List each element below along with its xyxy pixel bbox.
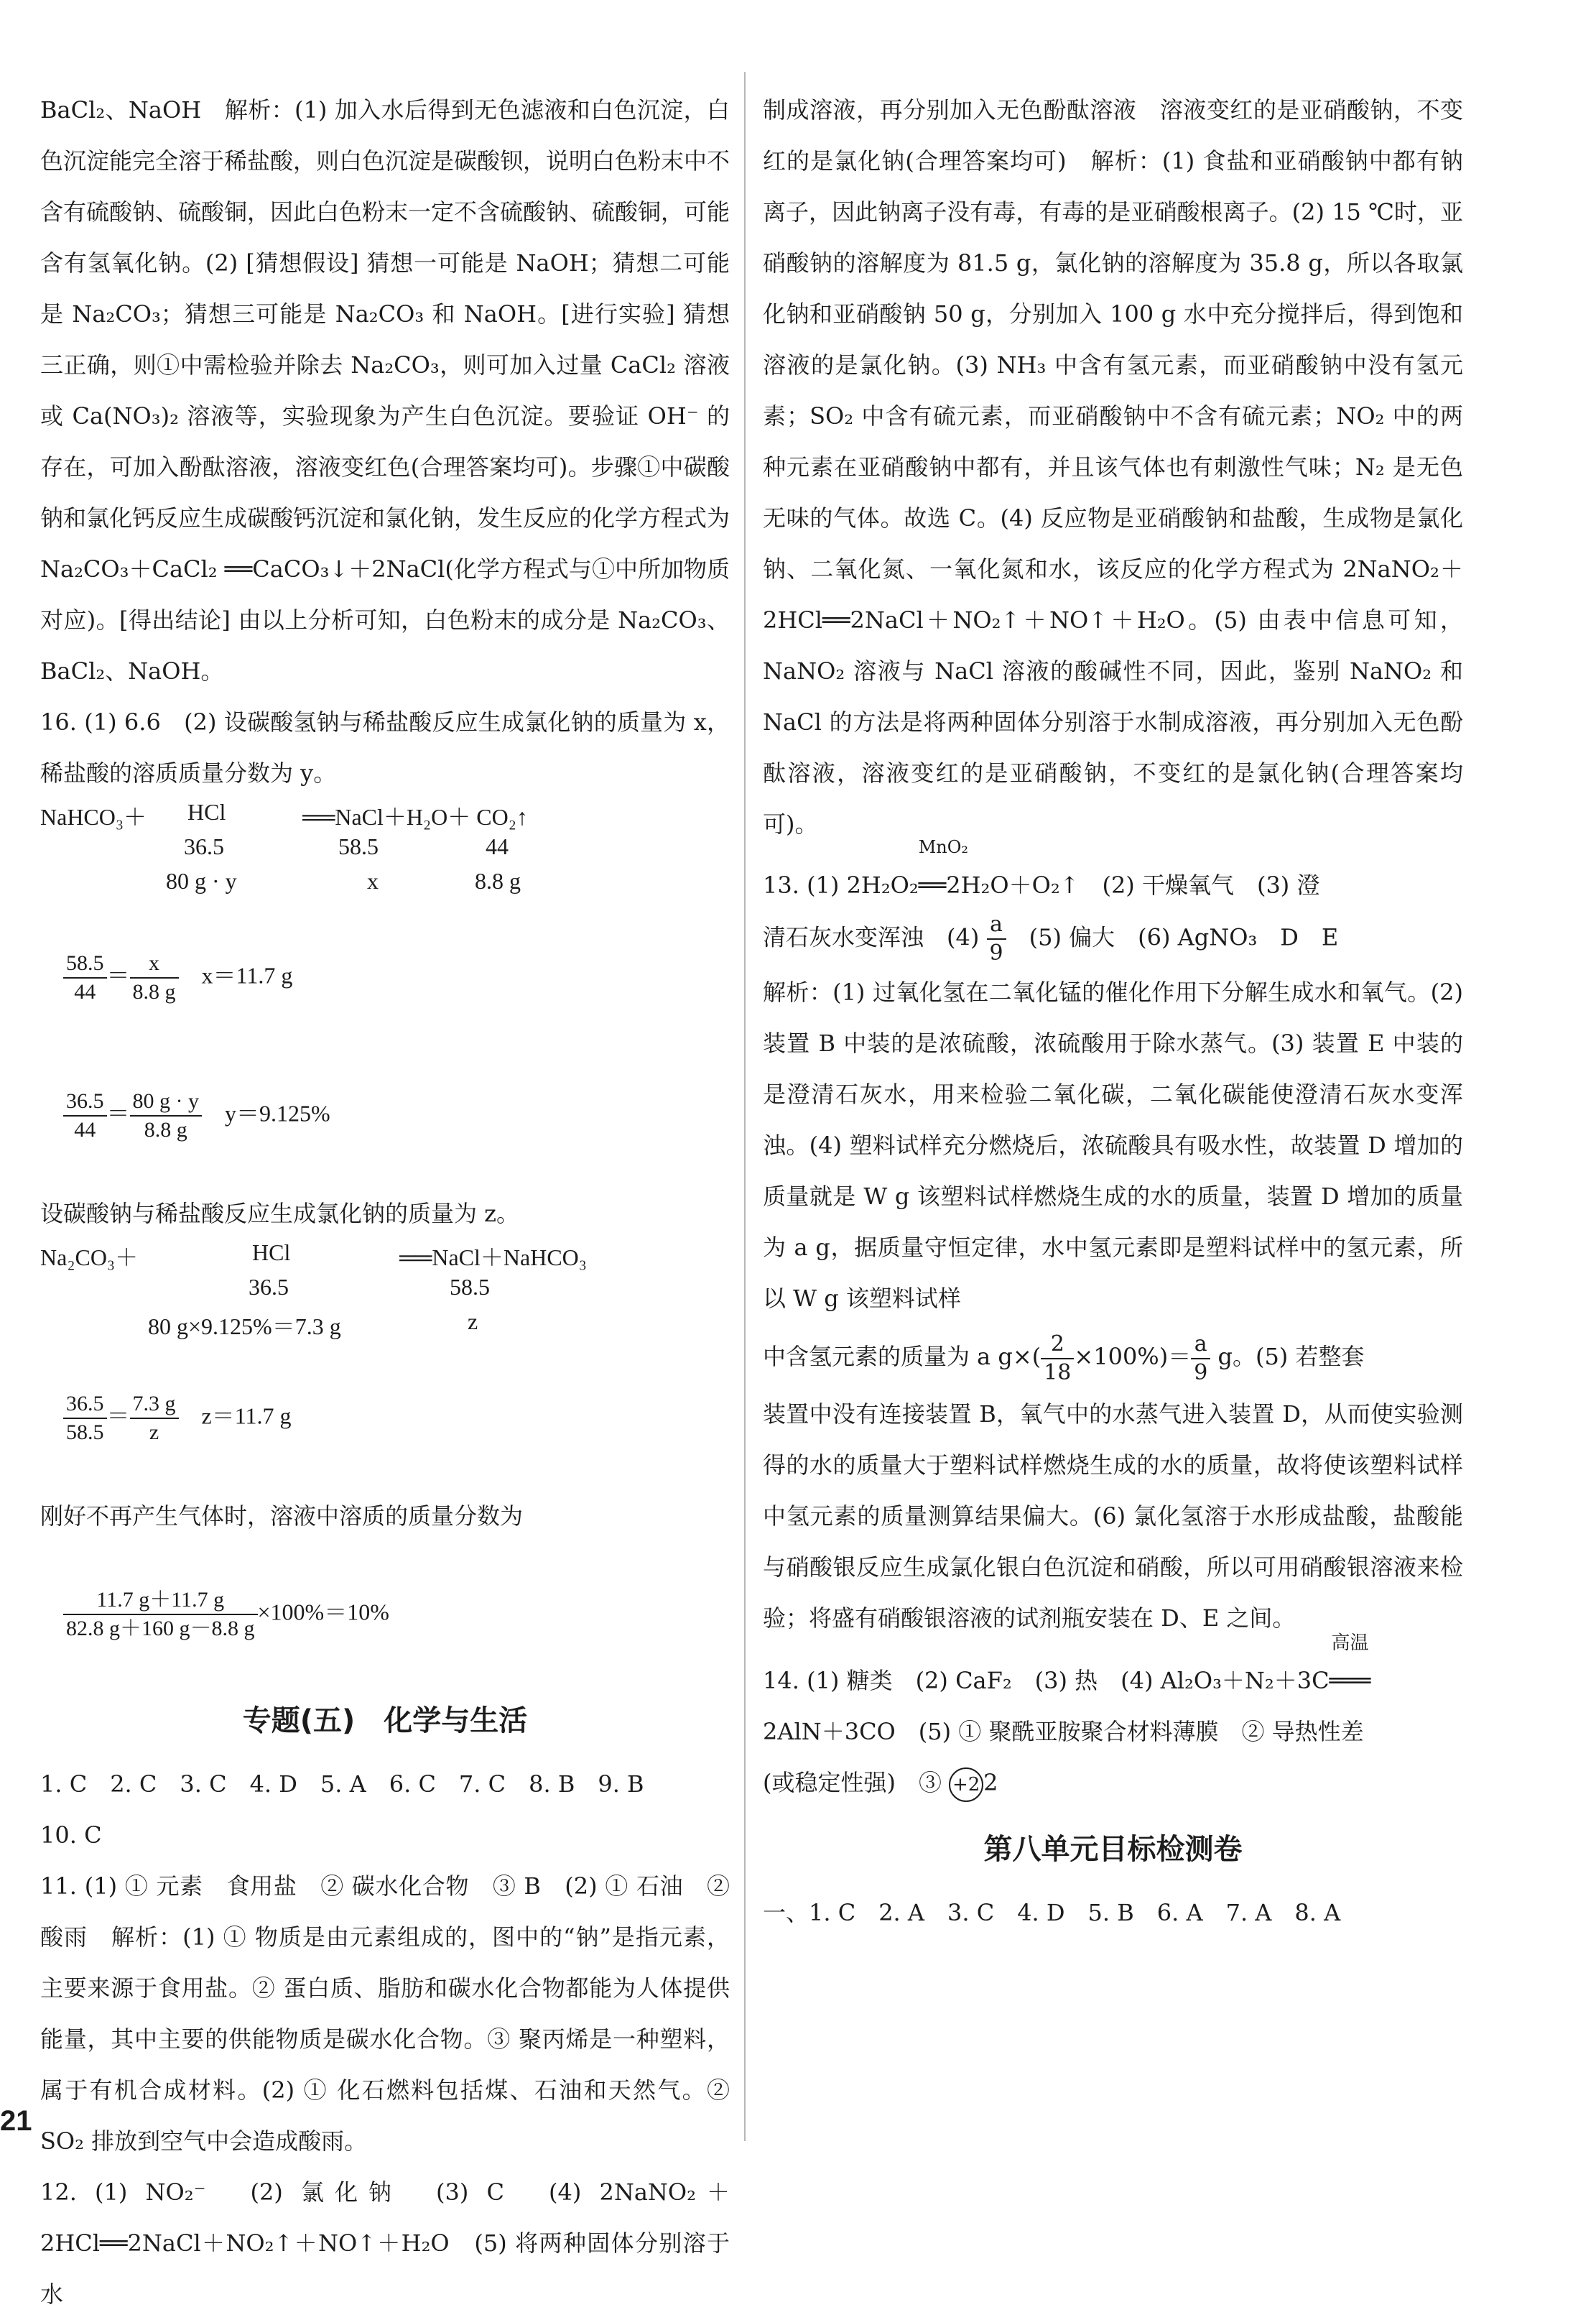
eq1-unknown-hcl: 80 g · y <box>166 868 237 894</box>
proportion-2: $\frac{36.5}{44}$ ＝ $\frac{80 g \cdot y}{8.8 g}$ y＝9.125% <box>40 1050 730 1181</box>
q13-part: 清石灰水变浑浊 (4) <box>763 923 980 951</box>
fraction: $\frac{58.5}{44}$ <box>63 950 107 1006</box>
eq1-products: ══NaCl＋H₂O＋ CO₂↑ <box>302 804 528 830</box>
fraction: $\frac{80 g \cdot y}{8.8 g}$ <box>130 1088 203 1144</box>
q15-answer-analysis: BaCl₂、NaOH 解析：(1) 加入水后得到无色滤液和白色沉淀，白色沉淀能完全溶于稀盐酸，则白色沉淀是碳酸钡，说明白色粉末中不含有硫酸钠、硫酸铜，因此白色粉末一定不含硫酸钠、硫酸铜，可能含有氢氧化钠。(2) [猜想假设] 猜想一可能是 NaOH；猜想二可能是 Na₂CO₃；猜想三可能是 Na₂CO₃ 和 NaOH。[进行实验] 猜想三正确，则①中需检验并除去 Na₂CO₃，则可加入过量 CaCl₂ 溶液或 Ca(NO₃)₂ 溶液等，实验现象为产生白色沉淀。要验证 OH⁻ 的存在，可加入酚酞溶液，溶液变红色(合理答案均可)。步骤①中碳酸钠和氯化钙反应生成碳酸钙沉淀和氯化钠，发生反应的化学方程式为 Na₂CO₃＋CaCl₂ ══CaCO₃↓＋2NaCl(化学方程式与①中所加物质对应)。[得出结论] 由以上分析可知，白色粉末的成分是 Na₂CO₃、BaCl₂、NaOH。 <box>40 96 738 685</box>
q13-part: (5) 偏大 (6) AgNO₃ D E <box>1006 923 1339 951</box>
eq2-unknown-nacl: z <box>468 1308 478 1334</box>
mass-fraction-calc <box>40 1549 730 1680</box>
q16-set-z: 设碳酸钠与稀盐酸反应生成氯化钠的质量为 z。 <box>40 1200 520 1227</box>
left-column <box>40 85 738 2320</box>
mass-text: 中含氢元素的质量为 a g×( <box>763 1343 1041 1370</box>
unit8-answers: 一、1. C 2. A 3. C 4. D 5. B 6. A 7. A 8. A <box>763 1899 1341 1926</box>
fraction: $\frac{36.5}{58.5}$ <box>63 1390 107 1446</box>
q13-answer-line2 <box>763 911 1463 967</box>
q14-answer <box>763 1632 1463 1706</box>
q13-answer <box>763 837 1463 911</box>
fraction: $\frac{36.5}{44}$ <box>63 1088 107 1144</box>
q14-answer-line3 <box>763 1757 1463 1808</box>
equation-na2co3 <box>40 1239 730 1346</box>
eq1-mass-nacl: 58.5 <box>338 833 379 859</box>
q16-final-text: 刚好不再产生气体时，溶液中溶质的质量分数为 <box>40 1502 524 1530</box>
q14-answer-line2: 2AlN＋3CO (5) ① 聚酰亚胺聚合材料薄膜 ② 导热性差 <box>763 1718 1364 1745</box>
valence-tail: 2 <box>983 1769 998 1796</box>
proportion-1: $\frac{58.5}{44}$ ＝ $\frac{x}{8.8 g}$ x＝11.7 g <box>40 912 730 1043</box>
eq2-reactant1: Na₂CO₃＋ <box>40 1244 139 1270</box>
result: x＝11.7 g <box>201 962 293 989</box>
fraction: $\frac{a}{9}$ <box>987 911 1006 967</box>
catalyst-arrow: MnO₂ ══ <box>918 837 969 899</box>
valence-circle: +2 <box>949 1767 983 1802</box>
choice-answers-cont: 10. C <box>40 1821 102 1849</box>
eq1-mass-co2: 44 <box>486 833 509 859</box>
eq2-mass-hcl: 36.5 <box>249 1274 289 1300</box>
section-title-2: 第八单元目标检测卷 <box>983 1833 1243 1866</box>
q13-mass-line <box>763 1324 1463 1389</box>
fraction: $\frac{2}{18}$ <box>1041 1331 1074 1387</box>
choice-answers: 1. C 2. C 3. C 4. D 5. A 6. C 7. C 8. B 9. B <box>40 1770 644 1798</box>
result: z＝11.7 g <box>201 1402 292 1429</box>
q13-part: 2H₂O＋O₂↑ (2) 干燥氧气 (3) 澄 <box>946 872 1320 899</box>
q16-intro: 16. (1) 6.6 (2) 设碳酸氢钠与稀盐酸反应生成氯化钠的质量为 x，稀盐酸的溶质质量分数为 y。 <box>40 708 730 787</box>
eq1-unknown-nacl: x <box>367 868 379 894</box>
result: y＝9.125% <box>225 1100 330 1127</box>
q11-answer: 11. (1) ① 元素 食用盐 ② 碳水化合物 ③ B (2) ① 石油 ② 酸雨 解析：(1) ① 物质是由元素组成的，图中的“钠”是指元素，主要来源于食用盐。② 蛋白质、脂肪和碳水化合物都能为人体提供能量，其中主要的供能物质是碳水化合物。③ 聚丙烯是一种塑料，属于有机合成材料。(2) ① 化石燃料包括煤、石油和天然气。② SO₂ 排放到空气中会造成酸雨。 <box>40 1872 738 2155</box>
eq1-known-co2: 8.8 g <box>475 868 521 894</box>
q12-answer: 12. (1) NO₂⁻ (2) 氯化钠 (3) C (4) 2NaNO₂＋2HCl══2NaCl＋NO₂↑＋NO↑＋H₂O (5) 将两种固体分别溶于水 <box>40 2178 730 2308</box>
catalyst-label: MnO₂ <box>918 837 969 857</box>
q13-part: 13. (1) 2H₂O₂ <box>763 872 919 899</box>
mass-text: ×100%)＝ <box>1074 1343 1192 1370</box>
condition-label: 高温 <box>1331 1632 1369 1654</box>
q12-answer-cont: 制成溶液，再分别加入无色酚酞溶液 溶液变红的是亚硝酸钠，不变红的是氯化钠(合理答案均可) 解析：(1) 食盐和亚硝酸钠中都有钠离子，因此钠离子没有毒，有毒的是亚硝酸根离子。(2) 15 ℃时，亚硝酸钠的溶解度为 81.5 g，氯化钠的溶解度为 35.8 g，所以各取氯化钠和亚硝酸钠 50 g，分别加入 100 g 水中充分搅拌后，得到饱和溶液的是氯化钠。(3) NH₃ 中含有氢元素，而亚硝酸钠中没有氢元素；SO₂ 中含有硫元素，而亚硝酸钠中不含有硫元素；NO₂ 中的两种元素在亚硝酸钠中都有，并且该气体也有刺激性气味；N₂ 是无色无味的气体。故选 C。(4) 反应物是亚硝酸钠和盐酸，生成物是氯化钠、二氧化氮、一氧化氮和水，该反应的化学方程式为 2NaNO₂＋2HCl══2NaCl＋NO₂↑＋NO↑＋H₂O。(5) 由表中信息可知，NaNO₂ 溶液与 NaCl 溶液的酸碱性不同，因此，鉴别 NaNO₂ 和 NaCl 的方法是将两种固体分别溶于水制成溶液，再分别加入无色酚酞溶液，溶液变红的是亚硝酸钠，不变红的是氯化钠(合理答案均可)。 <box>763 96 1471 838</box>
eq2-products: ══NaCl＋NaHCO₃ <box>399 1244 587 1270</box>
q13-analysis: 解析：(1) 过氧化氢在二氧化锰的催化作用下分解生成水和氧气。(2) 装置 B 中装的是浓硫酸，浓硫酸用于除水蒸气。(3) 装置 E 中装的是澄清石灰水，用来检验二氧化碳，二氧化碳能使澄清石灰水变浑浊。(4) 塑料试样充分燃烧后，浓硫酸具有吸水性，故装置 D 增加的质量就是 W g 该塑料试样燃烧生成的水的质量，装置 D 增加的质量为 a g，据质量守恒定律，水中氢元素即是塑料试样中的氢元素，所以 W g 该塑料试样 <box>763 979 1471 1312</box>
fraction: $\frac{11.7 g+11.7 g}{82.8 g+160 g-8.8 g}$ <box>63 1586 258 1642</box>
result: ×100%＝10% <box>257 1599 389 1625</box>
eq2-known-hcl: 80 g×9.125%＝7.3 g <box>148 1313 341 1339</box>
eq2-mass-nacl: 58.5 <box>450 1274 490 1300</box>
column-divider <box>744 72 746 2141</box>
proportion-3: $\frac{36.5}{58.5}$ ＝ $\frac{7.3 g}{z}$ z＝11.7 g <box>40 1353 730 1484</box>
mass-text: g。(5) 若整套 <box>1210 1343 1365 1370</box>
fraction: $\frac{a}{9}$ <box>1191 1331 1210 1387</box>
page-number: 21 <box>0 2105 32 2137</box>
right-column <box>763 85 1471 1938</box>
condition-arrow: 高温 ═══ <box>1329 1632 1371 1694</box>
fraction: $\frac{x}{8.8 g}$ <box>130 950 179 1006</box>
eq1-reactant2: HCl <box>187 799 226 825</box>
equation-nahco3 <box>40 799 730 905</box>
eq1-mass-hcl: 36.5 <box>184 833 224 859</box>
fraction: $\frac{7.3 g}{z}$ <box>130 1390 179 1446</box>
eq2-reactant2: HCl <box>252 1239 291 1265</box>
section-title: 专题(五) 化学与生活 <box>242 1704 528 1737</box>
q14-part: 14. (1) 糖类 (2) CaF₂ (3) 热 (4) Al₂O₃＋N₂＋3C <box>763 1667 1330 1694</box>
q14-part: (或稳定性强) ③ <box>763 1769 942 1796</box>
q13-analysis-cont: 装置中没有连接装置 B，氧气中的水蒸气进入装置 D，从而使实验测得的水的质量大于塑料试样燃烧生成的水的质量，故将使该塑料试样中氢元素的质量测算结果偏大。(6) 氯化氢溶于水形成盐酸，盐酸能与硝酸银反应生成氯化银白色沉淀和硝酸，所以可用硝酸银溶液来检验；将盛有硝酸银溶液的试剂瓶安装在 D、E 之间。 <box>763 1400 1463 1632</box>
eq1-reactant1: NaHCO₃＋ <box>40 804 147 830</box>
